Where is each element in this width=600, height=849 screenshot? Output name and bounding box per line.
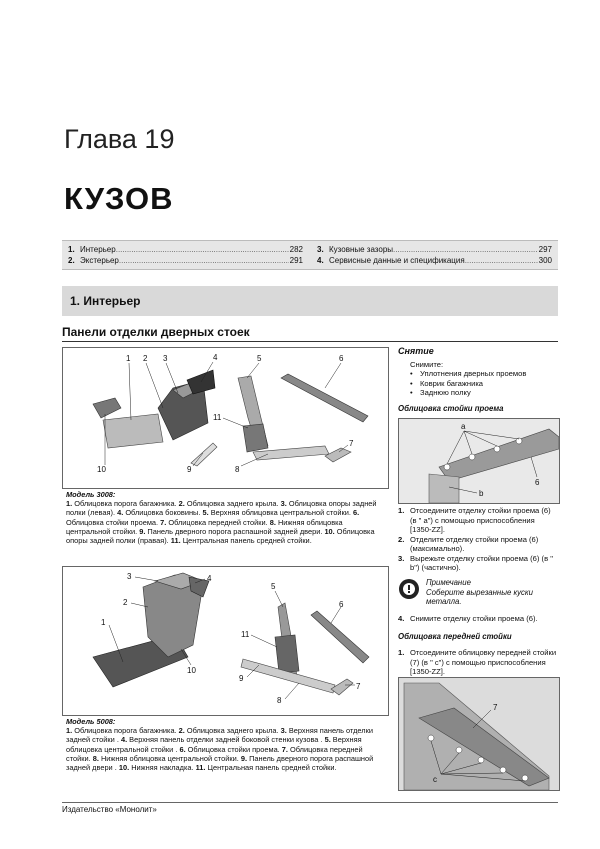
caption-item-text: Верхняя облицовка центральной стойки. — [210, 508, 353, 518]
toc-leader — [393, 244, 538, 255]
toc-row[interactable] — [317, 255, 552, 266]
part-9-shape — [191, 443, 217, 466]
caption-item-text: Верхняя панель отделки задней стойки . — [66, 726, 373, 745]
toc-page: 291 — [289, 256, 303, 265]
chapter-title: КУЗОВ — [64, 181, 174, 216]
caption-item-number: 10. — [324, 526, 337, 536]
toc-label: Экстерьер — [80, 256, 119, 265]
callout-5: 5 — [271, 582, 276, 591]
part-10-shape — [93, 398, 121, 418]
caption-item-number: 5. — [202, 508, 211, 518]
caption-5008-items — [66, 726, 373, 772]
caption-item-number: 8. — [269, 517, 278, 527]
publisher-footer: Издательство «Монолит» — [62, 805, 157, 814]
caption-item-text: Панель дверного порога распашной задней двери. — [147, 526, 325, 536]
caption-item-text: Облицовка боковины. — [125, 508, 203, 518]
part-6-shape — [281, 374, 368, 422]
caption-item-number: 4. — [117, 508, 126, 518]
caption-5008-heading: Модель 5008: — [66, 717, 116, 726]
toc-leader — [119, 255, 289, 266]
caption-item-text: Верхняя панель отделки задней боковой стенки кузова . — [129, 735, 325, 745]
list-item — [410, 388, 558, 398]
figure-3008-illustration — [63, 348, 388, 488]
bullet-text: Коврик багажника — [420, 378, 484, 388]
caption-item-text: Нижняя облицовка центральной стойки. — [66, 517, 343, 536]
caption-item-text: Нижняя облицовка центральной стойки. — [100, 753, 241, 763]
part-7-shape — [325, 448, 351, 462]
label-a: a — [461, 422, 466, 431]
callout-6: 6 — [339, 600, 344, 609]
toc-num: 4. — [317, 256, 324, 265]
step-number: 1. — [398, 648, 405, 657]
callout-9: 9 — [187, 465, 192, 474]
caption-item-text: Облицовка стойки проема. — [66, 517, 161, 527]
callout-9: 9 — [239, 674, 244, 683]
callout-4: 4 — [207, 574, 212, 583]
pillar-base-shape — [429, 474, 459, 503]
callout-8: 8 — [235, 465, 240, 474]
callout-7: 7 — [356, 682, 361, 691]
toc-leader — [116, 244, 289, 255]
callout-6: 6 — [339, 354, 344, 363]
toc-row[interactable] — [68, 255, 303, 266]
subheading-front-pillar: Облицовка передней стойки — [398, 631, 512, 641]
caption-item-number: 8. — [92, 753, 101, 763]
caption-item-text: Облицовка опоры задней полки (левая). — [66, 499, 377, 518]
caption-item-text: Облицовка порога багажника. — [74, 499, 179, 509]
subsection-heading: Панели отделки дверных стоек — [62, 325, 250, 339]
toc-column-left — [68, 244, 303, 266]
caption-item-number: 9. — [240, 753, 250, 763]
callout-2: 2 — [143, 354, 148, 363]
caption-3008-heading: Модель 3008: — [66, 490, 116, 499]
step-text: Отсоедините отделку стойки проема (6) (в " a") с помощью приспособления [1350-ZZ]. — [410, 506, 551, 534]
right-column — [398, 347, 558, 413]
toc-row[interactable] — [68, 244, 303, 255]
callout-5: 5 — [257, 354, 262, 363]
caption-item-text: Облицовка стойки проема. — [187, 744, 282, 754]
figure-c-illustration — [399, 678, 559, 790]
toc-page: 300 — [538, 256, 552, 265]
note-icon — [398, 578, 420, 600]
part-11-shape — [275, 635, 299, 673]
bullet-icon: • — [410, 378, 413, 388]
caption-item-number: 7. — [281, 744, 291, 754]
steps-pillar-trim — [398, 506, 558, 573]
figure-5008-illustration — [63, 567, 388, 715]
caption-item-text: Центральная панель средней стойки. — [182, 536, 312, 546]
caption-item-text: Облицовка заднего крыла. — [186, 499, 281, 509]
toc-page: 282 — [289, 245, 303, 254]
toc-label: Кузовные зазоры — [329, 245, 394, 254]
removal-heading: Снятие — [398, 346, 434, 356]
part-1-shape — [103, 414, 163, 448]
caption-item-number: 4. — [120, 735, 130, 745]
step-item — [398, 535, 558, 554]
caption-item-text: Облицовка передней стойки. — [168, 517, 270, 527]
label-6: 6 — [535, 478, 540, 487]
callout-2: 2 — [123, 598, 128, 607]
caption-item-number: 1. — [66, 499, 75, 509]
callout-10: 10 — [187, 666, 196, 675]
caption-item-text: Нижняя накладка. — [131, 763, 196, 773]
part-11-shape — [243, 424, 268, 452]
callout-11: 11 — [213, 413, 222, 422]
step-text: Отделите отделку стойки проема (6) (максимально). — [410, 534, 539, 553]
caption-item-number: 3. — [280, 726, 289, 736]
caption-item-number: 2. — [178, 726, 187, 736]
subsection-rule — [62, 341, 558, 342]
callout-3: 3 — [163, 354, 168, 363]
step-item — [398, 506, 558, 535]
caption-item-text: Верхняя облицовка центральной стойки . — [66, 735, 362, 754]
step-item — [398, 614, 558, 624]
label-7: 7 — [493, 703, 498, 712]
note-block — [398, 578, 558, 607]
callout-3: 3 — [127, 572, 132, 581]
part-6-shape — [311, 611, 369, 663]
figure-model-3008 — [62, 347, 389, 489]
step-text: Отсоедините облицовку передней стойки (7) (в " c") с помощью приспособления [1350-ZZ]. — [410, 648, 557, 676]
caption-item-number: 11. — [170, 536, 183, 546]
label-c: c — [433, 775, 437, 784]
callout-1: 1 — [126, 354, 131, 363]
caption-item-number: 11. — [195, 763, 208, 773]
caption-item-text: Облицовка порога багажника. — [74, 726, 179, 736]
step-text: Снимите отделку стойки проема (6). — [410, 614, 538, 623]
caption-item-text: Облицовка передней стойки. — [66, 744, 363, 763]
note-body — [420, 578, 558, 607]
figure-front-pillar-trim — [398, 677, 560, 791]
footer-rule — [62, 802, 558, 803]
callout-8: 8 — [277, 696, 282, 705]
step-text: Вырежьте отделку стойки проема (6) (в " b") (частично). — [410, 553, 553, 572]
subheading-pillar-trim: Облицовка стойки проема — [398, 403, 504, 413]
figure-model-5008 — [62, 566, 389, 716]
remove-list — [398, 360, 558, 398]
toc-label: Интерьер — [80, 245, 116, 254]
note-label: Примечание — [426, 578, 471, 587]
caption-item-number: 9. — [139, 526, 148, 536]
caption-item-number: 1. — [66, 726, 75, 736]
toc-num: 2. — [68, 256, 75, 265]
part-7-shape — [331, 679, 353, 695]
toc-label: Сервисные данные и спецификация — [329, 256, 465, 265]
step-item — [398, 554, 558, 573]
note-text: Соберите вырезанные куски металла. — [426, 587, 533, 606]
callout-4: 4 — [213, 353, 218, 362]
step-4 — [398, 614, 558, 677]
callout-1: 1 — [101, 618, 106, 627]
callout-10: 10 — [97, 465, 106, 474]
caption-item-text: Облицовка опоры задней полки (правая). — [66, 526, 375, 546]
toc-page: 297 — [538, 245, 552, 254]
label-b: b — [479, 489, 484, 498]
figure-a-illustration — [399, 419, 559, 503]
caption-3008 — [66, 490, 386, 545]
bullet-icon: • — [410, 388, 413, 397]
step-number: 2. — [398, 534, 405, 544]
step-number: 3. — [398, 553, 405, 563]
caption-item-number: 3. — [280, 499, 289, 509]
caption-item-number: 7. — [160, 517, 169, 527]
chapter-number: Глава 19 — [64, 124, 175, 154]
bullet-icon: • — [410, 369, 413, 378]
caption-item-number: 2. — [178, 499, 187, 509]
toc-num: 3. — [317, 245, 324, 254]
list-item — [410, 379, 558, 389]
section-heading: 1. Интерьер — [62, 286, 558, 316]
caption-item-number: 6. — [353, 508, 360, 518]
caption-item-number: 5. — [324, 735, 333, 745]
bullet-text: Уплотнения дверных проемов — [420, 369, 527, 378]
table-of-contents — [62, 240, 558, 270]
caption-item-number: 10. — [118, 763, 132, 773]
callout-11: 11 — [241, 630, 250, 639]
caption-3008-items — [66, 499, 377, 545]
toc-leader — [465, 255, 538, 266]
bullet-text: Заднюю полку — [420, 388, 471, 397]
figure-door-pillar-trim — [398, 418, 560, 504]
toc-column-right — [317, 244, 552, 266]
step-item — [398, 648, 558, 677]
remove-label: Снимите: — [410, 359, 444, 369]
caption-item-text: Панель дверного порога распашной задней двери . — [66, 753, 374, 773]
callout-7: 7 — [349, 439, 354, 448]
toc-num: 1. — [68, 245, 75, 254]
step-number: 4. — [398, 614, 405, 623]
toc-row[interactable] — [317, 244, 552, 255]
caption-item-text: Облицовка заднего крыла. — [186, 726, 281, 736]
caption-item-number: 6. — [179, 744, 188, 754]
list-item — [410, 369, 558, 379]
caption-5008 — [66, 717, 386, 772]
caption-item-text: Центральная панель средней стойки. — [207, 763, 337, 773]
step-number: 1. — [398, 506, 405, 515]
